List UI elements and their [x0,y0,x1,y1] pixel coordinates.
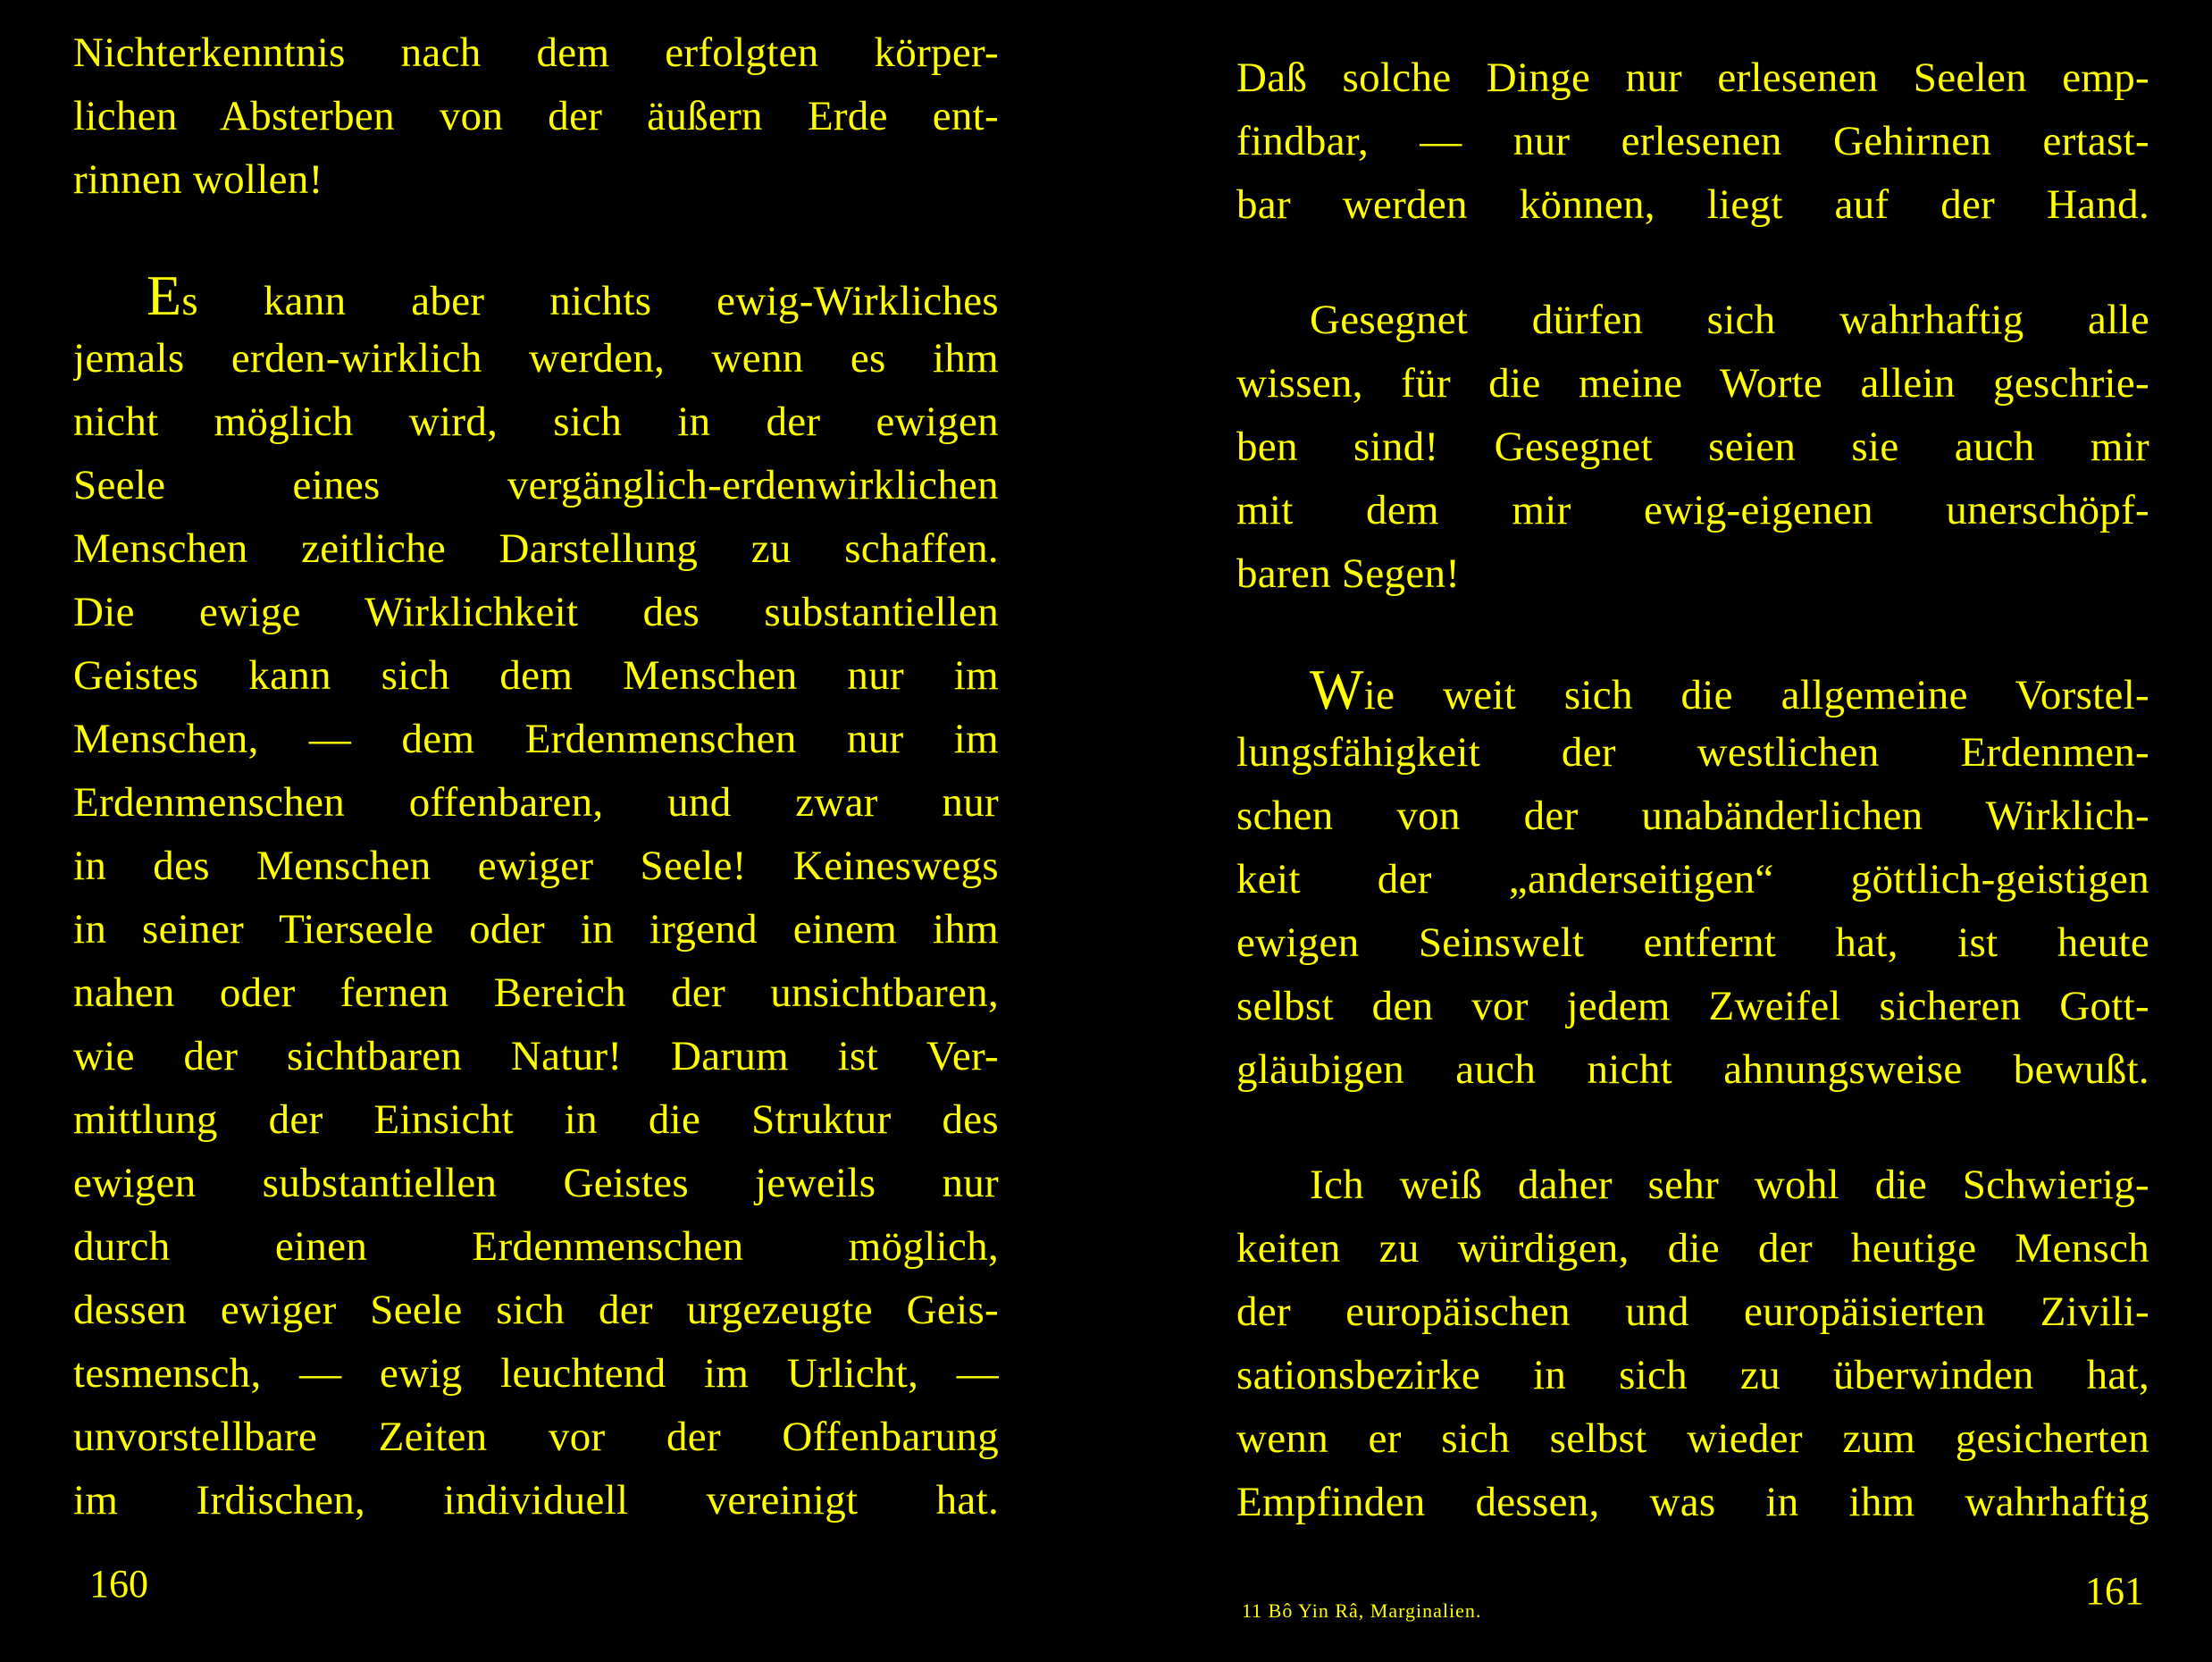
text-line: tesmensch, — ewig leuchtend im Urlicht, — [73,1350,999,1397]
text-line: Gesegnet dürfen sich wahrhaftig alle [1310,297,2149,343]
text-line: Es kann aber nichts ewig-Wirkliches [147,264,999,327]
text-line: baren Segen! [1236,550,1461,597]
text-line: ewigen Seinswelt entfernt hat, ist heute [1236,919,2149,966]
text-line: Ich weiß daher sehr wohl die Schwierig- [1310,1162,2149,1208]
text-line: Geistes kann sich dem Menschen nur im [73,652,999,699]
text-line: in seiner Tierseele oder in irgend einem ihm [73,906,999,953]
text-line: jemals erden-wirklich werden, wenn es ihm [73,335,999,382]
text-line: Wie weit sich die allgemeine Vorstel- [1310,658,2149,721]
text-line: keiten zu würdigen, die der heutige Mensch [1236,1225,2149,1272]
text-line: Erdenmenschen offenbaren, und zwar nur [73,779,999,826]
text-line: Empfinden dessen, was in ihm wahrhaftig [1236,1479,2149,1525]
right-page-text [1236,46,2149,1534]
paragraph-gap [1236,1102,2149,1154]
text-line: Seele eines vergänglich-erdenwirklichen [73,462,999,508]
paragraph-gap [1236,237,2149,289]
text-line: mittlung der Einsicht in die Struktur des [73,1096,999,1143]
text-line: bar werden können, liegt auf der Hand. [1236,181,2149,228]
text-line: lungsfähigkeit der westlichen Erdenmen- [1236,729,2149,776]
text-line: durch einen Erdenmenschen möglich, [73,1223,999,1270]
text-line: unvorstellbare Zeiten vor der Offenbarung [73,1414,999,1460]
text-line: schen von der unabänderlichen Wirklich- [1236,793,2149,839]
text-line: gläubigen auch nicht ahnungsweise bewußt. [1236,1046,2149,1093]
text-line: ben sind! Gesegnet seien sie auch mir [1236,424,2149,470]
text-line: ewigen substantiellen Geistes jeweils nur [73,1160,999,1206]
text-line: nicht möglich wird, sich in der ewigen [73,399,999,445]
text-line: wenn er sich selbst wieder zum gesicherten [1236,1415,2149,1462]
text-line: im Irdischen, individuell vereinigt hat. [73,1477,999,1524]
text-line: Nichterkenntnis nach dem erfolgten körper- [73,29,999,76]
text-line: findbar, — nur erlesenen Gehirnen ertast- [1236,118,2149,164]
text-line: wie der sichtbaren Natur! Darum ist Ver- [73,1033,999,1079]
text-line: rinnen wollen! [73,156,323,203]
paragraph-gap [73,212,999,264]
text-line: wissen, für die meine Worte allein geschrie- [1236,360,2149,407]
text-line: mit dem mir ewig-eigenen unerschöpf- [1236,487,2149,533]
text-line: in des Menschen ewiger Seele! Keineswegs [73,843,999,889]
text-line: Menschen zeitliche Darstellung zu schaffen. [73,525,999,572]
text-line: Die ewige Wirklichkeit des substantiellen [73,589,999,635]
text-line: dessen ewiger Seele sich der urgezeugte Geis- [73,1287,999,1333]
text-line: lichen Absterben von der äußern Erde ent- [73,93,999,139]
text-line: Daß solche Dinge nur erlesenen Seelen emp- [1236,55,2149,101]
text-line: nahen oder fernen Bereich der unsichtbaren, [73,970,999,1016]
text-line: sationsbezirke in sich zu überwinden hat, [1236,1352,2149,1398]
right-page [1106,0,2212,1662]
signature-mark: 11 Bô Yin Râ, Marginalien. [1242,1599,1482,1622]
text-line: der europäischen und europäisierten Zivili- [1236,1288,2149,1335]
left-page-text [73,21,999,1532]
paragraph-gap [1236,606,2149,658]
page-number: 160 [89,1562,148,1606]
text-line: selbst den vor jedem Zweifel sicheren Gott- [1236,983,2149,1029]
text-line: keit der „anderseitigen“ göttlich-geistigen [1236,856,2149,902]
text-line: Menschen, — dem Erdenmenschen nur im [73,716,999,762]
page-number: 161 [2085,1569,2144,1613]
